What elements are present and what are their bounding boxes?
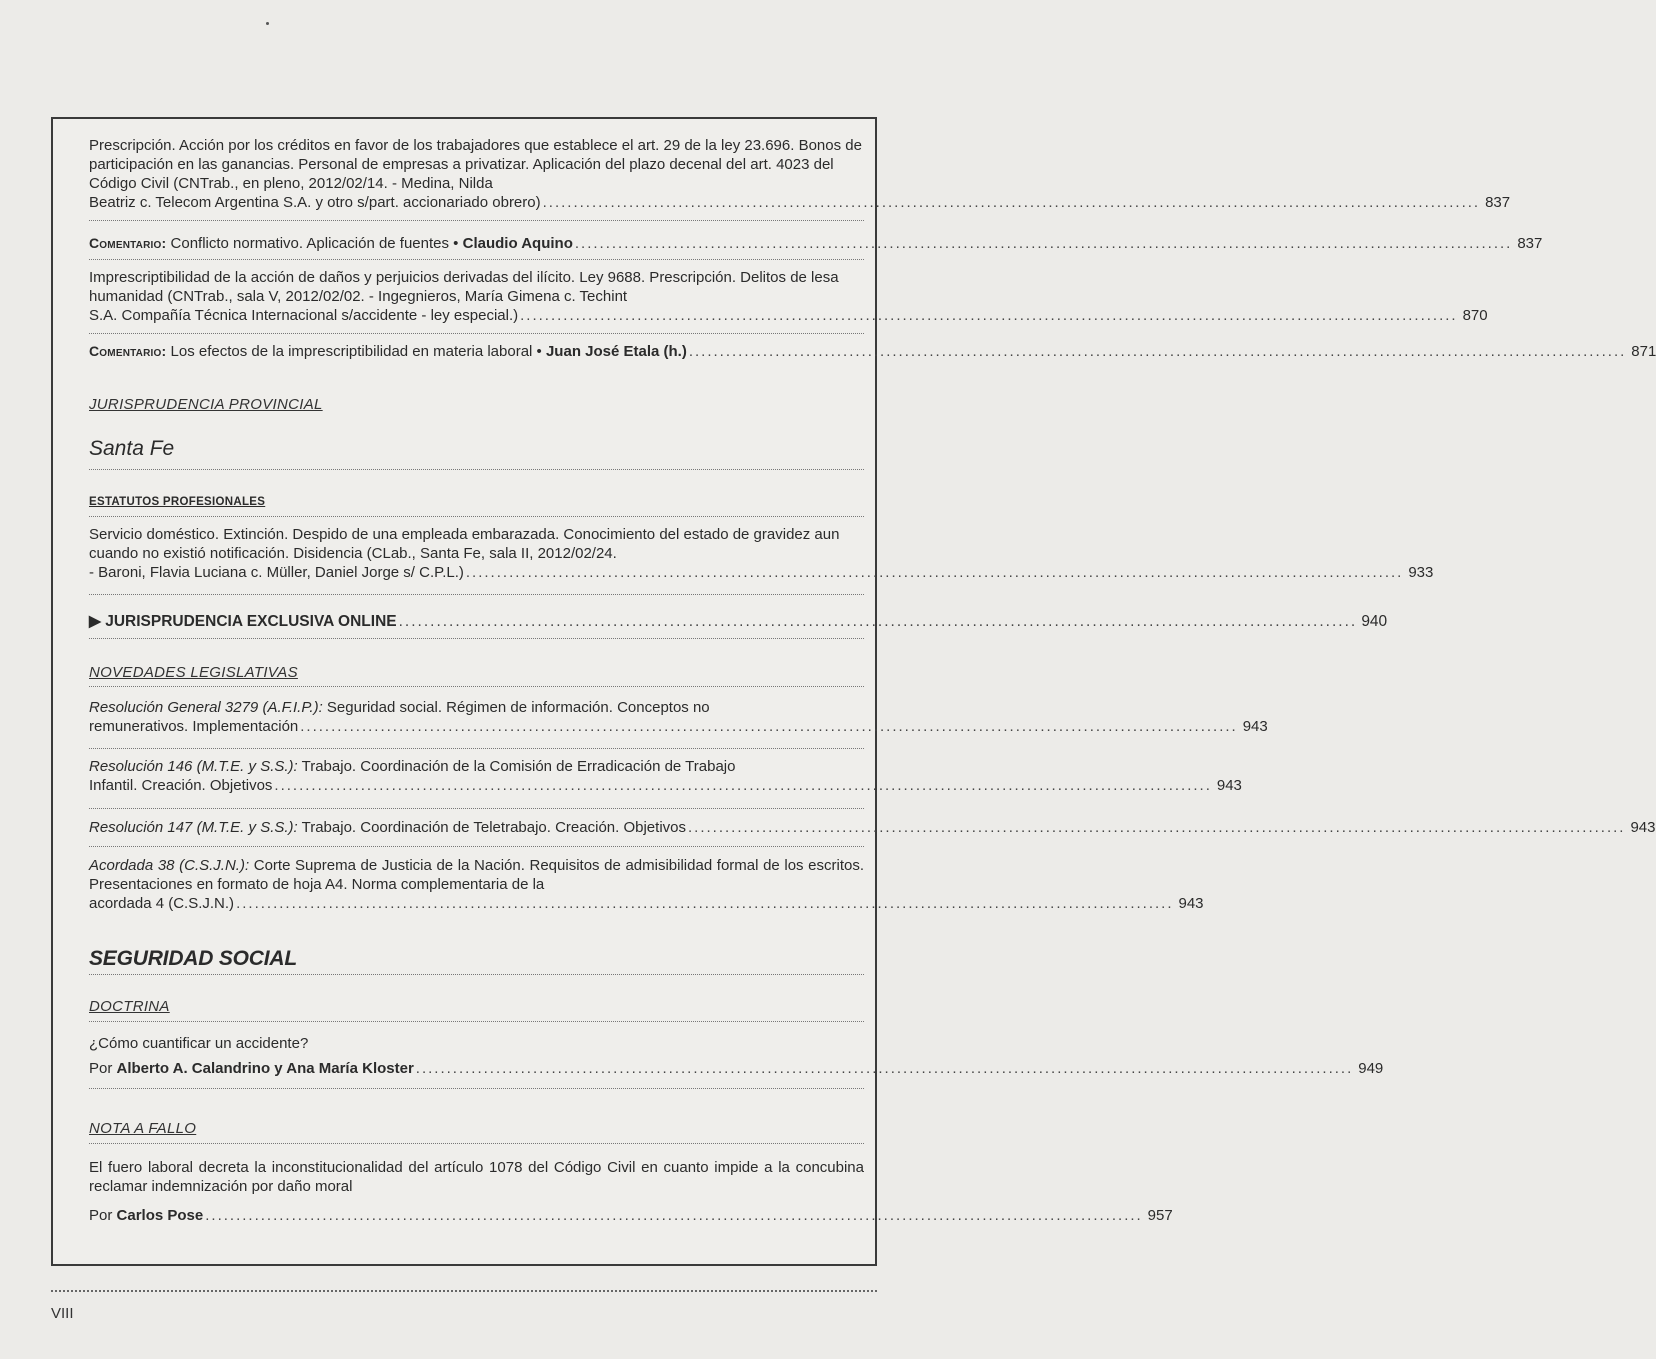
entry-doctrina-accidente[interactable]: ¿Cómo cuantificar un accidente? Por Alberto A. Calandrino y Ana María Kloster ........................................................................................................................................................ 949 xyxy=(89,1035,1384,1077)
divider xyxy=(89,808,864,809)
page-number: 940 xyxy=(1361,613,1388,630)
page-number: 871 xyxy=(1631,343,1656,360)
page-number: 870 xyxy=(1462,307,1488,324)
divider xyxy=(89,259,864,260)
entry-last-line: S.A. Compañía Técnica Internacional s/accidente - ley especial.) xyxy=(89,307,519,324)
page-number: 943 xyxy=(1178,895,1204,912)
entry-last-line: - Baroni, Flavia Luciana c. Müller, Daniel Jorge s/ C.P.L.) xyxy=(89,564,464,581)
divider xyxy=(89,220,864,221)
comment-author: Claudio Aquino xyxy=(462,235,573,252)
comment-label: Comentario: xyxy=(89,235,167,251)
entry-text: Servicio doméstico. Extinción. Despido de una empleada embarazada. Conocimiento del estado de gravidez aun cuando no existió notificación. Disidencia (CLab., Santa Fe, sala II, 2012/02/24. xyxy=(89,526,840,562)
divider xyxy=(89,333,864,334)
comment-aquino[interactable]: Comentario: Conflicto normativo. Aplicación de fuentes • Claudio Aquino ........................................................................................................................................................ 837 xyxy=(89,235,1543,252)
printer-mark xyxy=(266,22,269,25)
divider xyxy=(89,846,864,847)
entry-resolucion-146[interactable]: Resolución 146 (M.T.E. y S.S.): Trabajo. Coordinación de la Comisión de Erradicación de Trabajo Infantil. Creación. Objetivos ........................................................................................................................................................ 943 xyxy=(89,758,1242,794)
section-heading-nota-a-fallo: NOTA A FALLO xyxy=(89,1120,197,1137)
entry-nota-concubina[interactable]: El fuero laboral decreta la inconstitucionalidad del artículo 1078 del Código Civil en cuanto impide a la concubina reclamar indemnización por daño moral Por Carlos Pose ........................................................................................................................................................ 957 xyxy=(89,1159,1173,1224)
page-number: 943 xyxy=(1242,718,1268,735)
entry-acordada-38[interactable]: Acordada 38 (C.S.J.N.): Corte Suprema de Justicia de la Nación. Requisitos de admisibilidad formal de los escritos. Presentaciones en formato de hoja A4. Norma complementaria de la acordada 4 (C.S.J.N.) ........................................................................................................................................................ 943 xyxy=(89,857,1204,912)
section-heading-seguridad-social: SEGURIDAD SOCIAL xyxy=(89,947,297,970)
divider xyxy=(89,469,864,470)
entry-last-line: Beatriz c. Telecom Argentina S.A. y otro s/part. accionariado obrero) xyxy=(89,194,541,211)
page-number: 837 xyxy=(1485,194,1511,211)
entry-resolucion-147[interactable]: Resolución 147 (M.T.E. y S.S.): Trabajo. Coordinación de Teletrabajo. Creación. Objetivos ........................................................................................................................................................ 943 xyxy=(89,819,1656,836)
divider xyxy=(89,638,864,639)
page-number: 957 xyxy=(1147,1207,1173,1224)
divider xyxy=(89,748,864,749)
section-heading-jurisprudencia-provincial: JURISPRUDENCIA PROVINCIAL xyxy=(89,396,323,413)
footer-divider xyxy=(51,1290,877,1292)
divider xyxy=(89,1143,864,1144)
entry-online[interactable]: ▶ JURISPRUDENCIA EXCLUSIVA ONLINE ........................................................................................................................................................ 940 xyxy=(89,613,1388,630)
page-number: 837 xyxy=(1517,235,1543,252)
page-folio: VIII xyxy=(51,1305,74,1322)
page-number: 949 xyxy=(1358,1060,1384,1077)
divider xyxy=(89,594,864,595)
triangle-icon: ▶ xyxy=(89,613,101,630)
page-number: 943 xyxy=(1630,819,1656,836)
category-heading: ESTATUTOS PROFESIONALES xyxy=(89,496,266,508)
entry-text: Imprescriptibilidad de la acción de daños y perjuicios derivadas del ilícito. Ley 9688. Prescripción. Delitos de lesa humanidad (CNTrab., sala V, 2012/02/02. - Ingegnieros, María Gimena c. Techint xyxy=(89,269,839,305)
entry-text: Prescripción. Acción por los créditos en favor de los trabajadores que establece el art. 29 de la ley 23.696. Bonos de participación en las ganancias. Personal de empresas a privatizar. Aplicación del plazo decenal del art. 4023 del Código Civil (CNTrab., en pleno, 2012/02/14. - Medina, Nilda xyxy=(89,137,862,192)
doctrine-authors: Alberto A. Calandrino y Ana María Kloster xyxy=(116,1060,414,1077)
divider xyxy=(89,686,864,687)
page-number: 943 xyxy=(1216,777,1242,794)
entry-baroni[interactable]: Servicio doméstico. Extinción. Despido de una empleada embarazada. Conocimiento del estado de gravidez aun cuando no existió notificación. Disidencia (CLab., Santa Fe, sala II, 2012/02/24. - Baroni, Flavia Luciana c. Müller, Daniel Jorge s/ C.P.L.) ........................................................................................................................................................ 933 xyxy=(89,526,1434,581)
note-author: Carlos Pose xyxy=(116,1207,204,1224)
entry-ingegnieros[interactable]: Imprescriptibilidad de la acción de daños y perjuicios derivadas del ilícito. Ley 9688. Prescripción. Delitos de lesa humanidad (CNTrab., sala V, 2012/02/02. - Ingegnieros, María Gimena c. Techint S.A. Compañía Técnica Internacional s/accidente - ley especial.) ........................................................................................................................................................ 870 xyxy=(89,269,1488,324)
divider xyxy=(89,1088,864,1089)
comment-label: Comentario: xyxy=(89,343,167,359)
divider xyxy=(89,974,864,975)
comment-author: Juan José Etala (h.) xyxy=(545,343,687,360)
region-heading: Santa Fe xyxy=(89,437,175,460)
entry-resolucion-3279[interactable]: Resolución General 3279 (A.F.I.P.): Seguridad social. Régimen de información. Conceptos no remunerativos. Implementación ........................................................................................................................................................ 943 xyxy=(89,699,1268,735)
entry-medina[interactable]: Prescripción. Acción por los créditos en favor de los trabajadores que establece el art. 29 de la ley 23.696. Bonos de participación en las ganancias. Personal de empresas a privatizar. Aplicación del plazo decenal del art. 4023 del Código Civil (CNTrab., en pleno, 2012/02/14. - Medina, Nilda Beatriz c. Telecom Argentina S.A. y otro s/part. accionariado obrero) ........................................................................................................................................................ 837 xyxy=(89,137,1511,211)
section-heading-novedades: NOVEDADES LEGISLATIVAS xyxy=(89,664,298,681)
section-heading-doctrina: DOCTRINA xyxy=(89,998,170,1015)
comment-etala[interactable]: Comentario: Los efectos de la imprescriptibilidad en materia laboral • Juan José Etala (h.) ........................................................................................................................................................ 871 xyxy=(89,343,1656,360)
divider xyxy=(89,516,864,517)
index-frame xyxy=(51,117,1656,1266)
divider xyxy=(89,1021,864,1022)
page-number: 933 xyxy=(1408,564,1434,581)
